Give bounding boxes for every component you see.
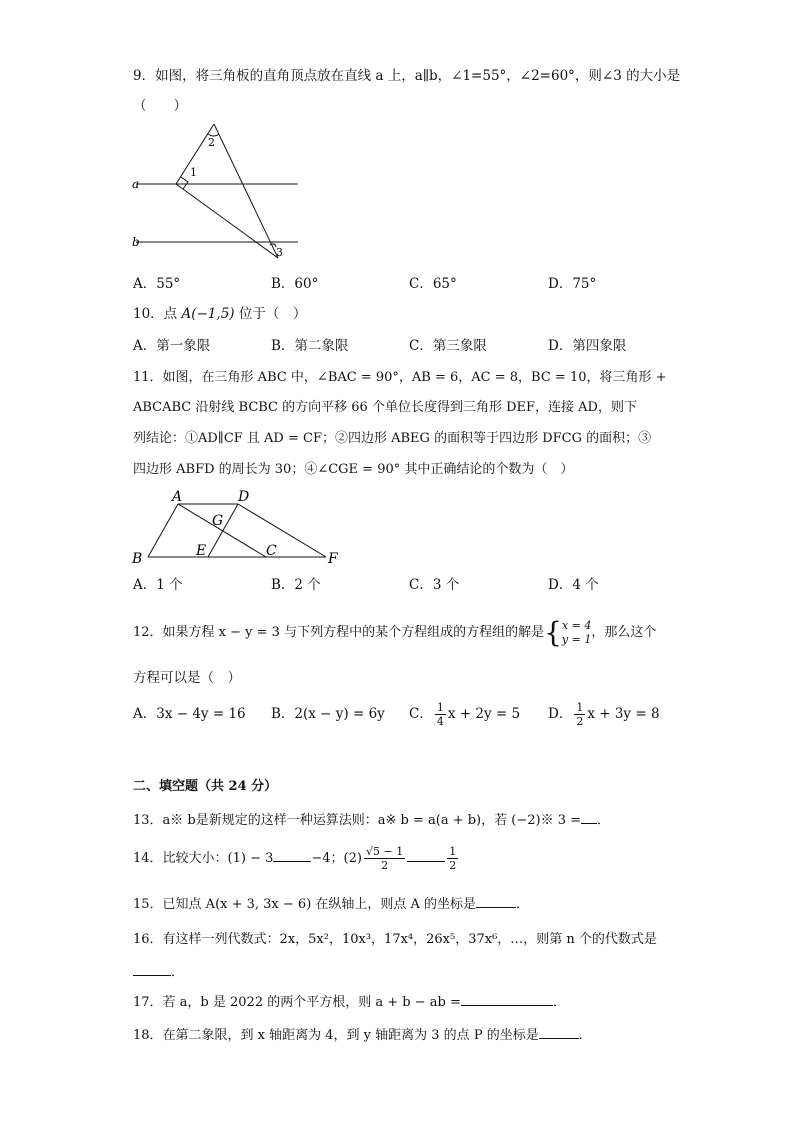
triangle-hypotenuse [176, 184, 278, 258]
q11-line3: 列结论：①AD∥CF 且 AD = CF；②四边形 ABEG 的面积等于四边形 DFCG 的面积；③ [133, 431, 652, 446]
label-b: b [132, 235, 140, 249]
q12-sol-x: x = 4 [561, 618, 592, 632]
fraction-numerator: 1 [436, 701, 444, 714]
q9-option-c: C．65° [409, 276, 457, 292]
q10-text-a: 10．点 [133, 306, 182, 322]
q12-option-c-label: C． [409, 706, 433, 722]
q17-stem [133, 991, 566, 1013]
q12-option-c-fraction [435, 701, 446, 728]
q11-line1: 11．如图，在三角形 ABC 中，∠BAC = 90°，AB = 6，AC = 8，BC = 10，将三角形 + [133, 370, 667, 385]
q17-text: 17．若 a，b 是 2022 的两个平方根，则 a + b − ab = [133, 995, 461, 1010]
q12-option-d-rest: x + 3y = 8 [587, 706, 660, 722]
q12-option-b: B．2(x − y) = 6y [271, 706, 385, 722]
q10-option-c: C．第三象限 [409, 338, 487, 354]
fraction-numerator: 1 [576, 701, 584, 714]
fraction-denominator: 2 [449, 859, 457, 872]
q12-option-c [409, 698, 520, 730]
q17-blank[interactable] [461, 991, 553, 1006]
q13-tail: ． [597, 813, 611, 828]
label-1: 1 [190, 166, 197, 179]
q15-stem [133, 893, 529, 915]
q15-blank[interactable] [476, 893, 516, 908]
label-3: 3 [276, 246, 283, 259]
q13-text: 13．a※ b是新规定的这样一种运算法则：a※ b = a(a + b)，若 (−2)※ 3 = [133, 813, 581, 828]
q9-figure [128, 118, 303, 266]
q18-text: 18．在第二象限，到 x 轴距离为 4，到 y 轴距离为 3 的点 P 的坐标是 [133, 1028, 539, 1043]
segment-AB [148, 504, 178, 557]
q9-stem: 9．如图，将三角板的直角顶点放在直线 a 上，a∥b，∠1=55°，∠2=60°，则∠3 的大小是 [133, 68, 681, 84]
segment-DE [208, 504, 238, 557]
q14-fraction-1 [364, 845, 405, 872]
label-G: G [212, 513, 224, 529]
segment-DF [238, 504, 326, 557]
q12-line2: 方程可以是（ ） [133, 670, 241, 686]
q11-line4: 四边形 ABFD 的周长为 30；④∠CGE = 90° 其中正确结论的个数为（ ） [133, 462, 574, 477]
q14-text-b: −4；(2) [311, 851, 362, 866]
fraction-numerator: 1 [449, 845, 457, 858]
q12-option-c-rest: x + 2y = 5 [447, 706, 521, 722]
q12-system [562, 619, 591, 647]
q12-option-d-label: D． [548, 706, 573, 722]
q12-sol-y: y = 1 [561, 632, 592, 646]
q16-stem: 16．有这样一列代数式：2x，5x²，10x³，17x⁴，26x⁵，37x⁶，…，则第 n 个的代数式是 [133, 932, 657, 947]
fraction-denominator: 4 [436, 715, 444, 728]
q16-blank[interactable] [133, 961, 171, 976]
segment-AC [178, 504, 266, 557]
q10-stem [133, 304, 306, 324]
q10-option-b: B．第二象限 [271, 338, 349, 354]
q10-text-b: 位于（ ） [234, 306, 307, 322]
q9-option-b: B．60° [271, 276, 319, 292]
q14-text-a: 14．比较大小：(1) − 3 [133, 851, 274, 866]
q16-tail: ． [171, 965, 185, 980]
label-a: a [132, 177, 140, 191]
q18-stem [133, 1024, 592, 1046]
q14-blank-2[interactable] [407, 847, 445, 862]
q10-option-d: D．第四象限 [548, 338, 627, 354]
fraction-numerator: √5 − 1 [365, 845, 404, 858]
label-C: C [266, 543, 277, 559]
q15-tail: ． [516, 897, 530, 912]
q18-tail: ． [578, 1028, 592, 1043]
q18-blank[interactable] [539, 1024, 579, 1039]
label-F: F [328, 551, 338, 567]
q9-option-d: D．75° [548, 276, 597, 292]
label-E: E [196, 543, 207, 559]
q9-option-a: A．55° [133, 276, 181, 292]
fraction-denominator: 2 [576, 715, 584, 728]
q16-line2 [133, 961, 184, 983]
q12-text-b: ，那么这个 [591, 625, 657, 640]
q15-text: 15．已知点 A(x + 3, 3x − 6) 在纵轴上，则点 A 的坐标是 [133, 897, 477, 912]
section-heading: 二、填空题（共 24 分） [133, 779, 278, 794]
q12-stem [133, 616, 656, 650]
q12-option-d-fraction [574, 701, 585, 728]
triangle-side-right [214, 124, 278, 258]
q17-tail: ． [552, 995, 566, 1010]
q12-text-a: 12．如果方程 x − y = 3 与下列方程中的某个方程组成的方程组的解是 [133, 625, 545, 640]
q13-blank[interactable] [581, 809, 597, 824]
q13-stem [133, 809, 610, 831]
q12-option-d [548, 698, 660, 730]
label-A: A [172, 489, 183, 505]
fraction-denominator: 2 [381, 859, 389, 872]
q10-option-a: A．第一象限 [133, 338, 211, 354]
right-angle-mark [181, 177, 188, 189]
q11-option-d: D．4 个 [548, 577, 599, 593]
q11-option-c: C．3 个 [409, 577, 460, 593]
q11-option-a: A．1 个 [133, 577, 183, 593]
label-B: B [132, 551, 143, 567]
q14-fraction-2 [447, 845, 458, 872]
q11-line2: ABCABC 沿射线 BCBC 的方向平移 66 个单位长度得到三角形 DEF，连接 AD，则下 [133, 400, 637, 415]
q12-option-a: A．3x − 4y = 16 [133, 706, 246, 722]
q14-blank-1[interactable] [273, 847, 311, 862]
q11-figure [128, 485, 348, 567]
q11-option-b: B．2 个 [271, 577, 321, 593]
q10-point: A(−1,5) [181, 306, 235, 322]
label-D: D [238, 489, 250, 505]
label-2: 2 [208, 136, 215, 149]
q14-stem [133, 843, 460, 875]
q9-paren: （ ） [133, 98, 187, 114]
q12-brace: { [544, 615, 562, 649]
